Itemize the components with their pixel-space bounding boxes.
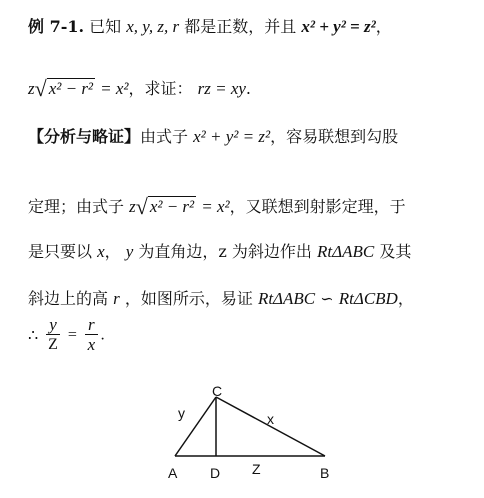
numerator: r — [85, 316, 98, 335]
radicand: x² − r² — [48, 79, 94, 98]
equals-sign: = — [67, 326, 77, 344]
equation-z: z — [129, 197, 136, 216]
denominator: Z — [48, 336, 58, 353]
example-label: 例 7-1. — [28, 17, 85, 36]
text: ，求证： — [128, 79, 193, 98]
numerator: y — [46, 316, 60, 335]
equation: x² + y² = z² — [193, 127, 271, 146]
equation-rhs: = x² — [100, 79, 129, 98]
similar-symbol: ∽ — [320, 291, 334, 308]
label-d: D — [210, 465, 221, 481]
var-r: r — [113, 289, 120, 308]
radical-sign: √ — [34, 76, 47, 101]
text: ， — [104, 242, 121, 261]
text: 为直角边，z 为斜边作出 — [138, 242, 312, 261]
equation-rhs: = x² — [201, 197, 230, 216]
label-side-y: y — [178, 405, 185, 421]
radical-sign: √ — [135, 194, 148, 219]
radicand: x² − r² — [149, 197, 195, 216]
denominator: x — [87, 335, 96, 354]
label-c: C — [212, 383, 223, 399]
text: 及其 — [379, 242, 412, 261]
var-y: y — [125, 242, 134, 261]
text: 定理；由式子 — [28, 197, 125, 216]
therefore-symbol: ∴ — [28, 327, 39, 345]
triangle-name: RtΔABC — [257, 289, 316, 308]
text: 都是正数，并且 — [184, 17, 297, 36]
text: ， — [397, 289, 414, 308]
variables: x, y, z, r — [126, 17, 180, 36]
var-x: x — [97, 242, 105, 261]
text: ，又联想到射影定理，于 — [229, 197, 406, 216]
analysis-heading: 【分析与略证】 — [28, 127, 141, 146]
text: ，如图所示，易证 — [124, 289, 253, 308]
text: 已知 — [89, 17, 122, 36]
period: . — [245, 79, 251, 98]
period: . — [100, 326, 105, 344]
text: ，容易联想到勾股 — [270, 127, 399, 146]
label-a: A — [168, 465, 178, 481]
comma: ， — [375, 17, 392, 36]
goal-equation: rz = xy — [197, 79, 246, 98]
label-side-x: x — [267, 411, 274, 427]
label-b: B — [320, 465, 330, 481]
text: 是只要以 — [28, 242, 93, 261]
text: 斜边上的高 — [28, 289, 109, 308]
text: 由式子 — [140, 127, 189, 146]
label-side-z: Z — [252, 461, 261, 477]
triangle-lines — [175, 397, 325, 456]
condition-equation: x² + y² = z² — [301, 17, 376, 36]
triangle-name: RtΔABC — [317, 242, 375, 261]
equation-z: z — [28, 79, 35, 98]
triangle-name: RtΔCBD — [338, 289, 398, 308]
